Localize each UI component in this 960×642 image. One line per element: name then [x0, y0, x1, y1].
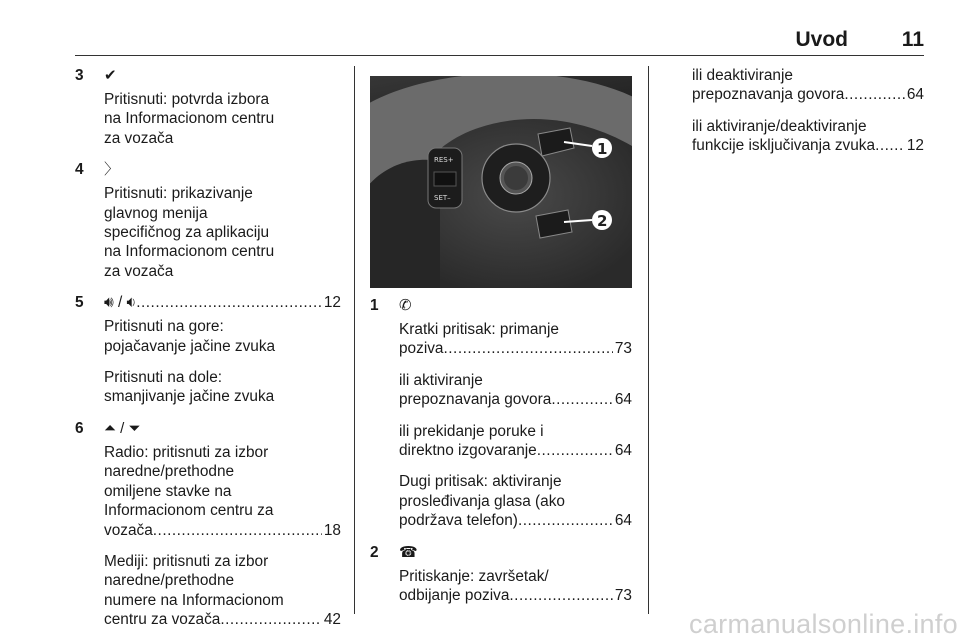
item-text: ili prekidanje poruke i direktno izgovaranje ..... 64 [399, 422, 632, 461]
page-reference: 64 [906, 86, 924, 104]
item-text: ili deaktiviranje prepoznavanja govora ..... 64 [692, 66, 924, 105]
item-4 [75, 160, 341, 281]
page-reference: 64 [614, 512, 632, 530]
item-text: Kratki pritisak: primanje poziva ..... 73 [399, 320, 632, 359]
callout-2: 2 [597, 212, 608, 230]
phone-hangup-icon: ☎ [399, 543, 418, 561]
page-reference: 12 [906, 137, 924, 155]
item-6 [75, 419, 341, 630]
page-number: 11 [901, 28, 924, 51]
page-reference: 42 [323, 611, 341, 629]
item-text: Pritisnuti na dole: smanjivanje jačine zvuka [104, 369, 275, 406]
item-number: 4 [75, 161, 84, 179]
item-text: Pritisnuti: potvrda izbora na Informacionom centru za vozača [104, 91, 275, 147]
page-reference: 73 [614, 587, 632, 605]
callout-1: 1 [597, 140, 608, 158]
header-divider [75, 55, 924, 56]
item-text: Radio: pritisnuti za izbor naredne/prethodne omiljene stavke na Informacionom centru za vozača ..... 18 [104, 443, 341, 540]
page-reference: 64 [614, 442, 632, 460]
item-5 [75, 293, 341, 407]
page-reference: 18 [323, 521, 341, 539]
watermark: carmanualsonline.info [689, 609, 958, 639]
item-number: 3 [75, 67, 84, 84]
set-label: SET– [434, 194, 451, 202]
column-divider-right [648, 66, 649, 614]
up-down-arrow-icon: ⏶ / ⏷ [104, 419, 141, 437]
volume-up-down-icon: 🔊︎ / 🔉︎ [104, 294, 137, 312]
volume-symbol-line [104, 293, 341, 317]
item-text: ili aktiviranje/deaktiviranje funkcije isključivanja zvuka ..... 12 [692, 117, 924, 156]
steering-wheel-controls-illustration [370, 76, 632, 288]
page-title: Uvod [795, 28, 848, 51]
steering-wheel-svg [370, 76, 632, 288]
item-number: 5 [75, 294, 84, 312]
item-text: Mediji: pritisnuti za izbor naredne/prethodne numere na Informacionom centru za vozača ..... 42 [104, 552, 341, 630]
item-text: Dugi pritisak: aktiviranje prosleđivanja glasa (ako podržava telefon) ..... 64 [399, 472, 632, 530]
item-number: 2 [370, 543, 379, 561]
phone-voice-icon: ✆ [399, 297, 412, 314]
column-divider-left [354, 66, 355, 614]
item-3 [75, 66, 341, 148]
item-number: 1 [370, 297, 379, 314]
left-column [75, 66, 341, 642]
chevron-right-icon: 〉 [104, 161, 120, 179]
right-column [692, 66, 924, 168]
item-text: ili aktiviranje prepoznavanja govora ..... 64 [399, 371, 632, 410]
item-text: Pritisnuti na gore: pojačavanje jačine zvuka [104, 318, 276, 355]
middle-column [370, 296, 632, 617]
item-number: 6 [75, 419, 84, 437]
item-1 [370, 296, 632, 531]
page-reference: 12 [323, 294, 341, 312]
item-text: Pritiskanje: završetak/ odbijanje poziva ..... 73 [399, 567, 632, 606]
res-label: RES+ [434, 156, 454, 164]
page-reference: 64 [614, 391, 632, 409]
page-reference: 73 [614, 340, 632, 358]
item-text: Pritisnuti: prikazivanje glavnog menija specifičnog za aplikaciju na Informacionom centru za vozača [104, 185, 275, 280]
confirm-check-icon: ✔ [104, 67, 117, 84]
item-2 [370, 543, 632, 606]
